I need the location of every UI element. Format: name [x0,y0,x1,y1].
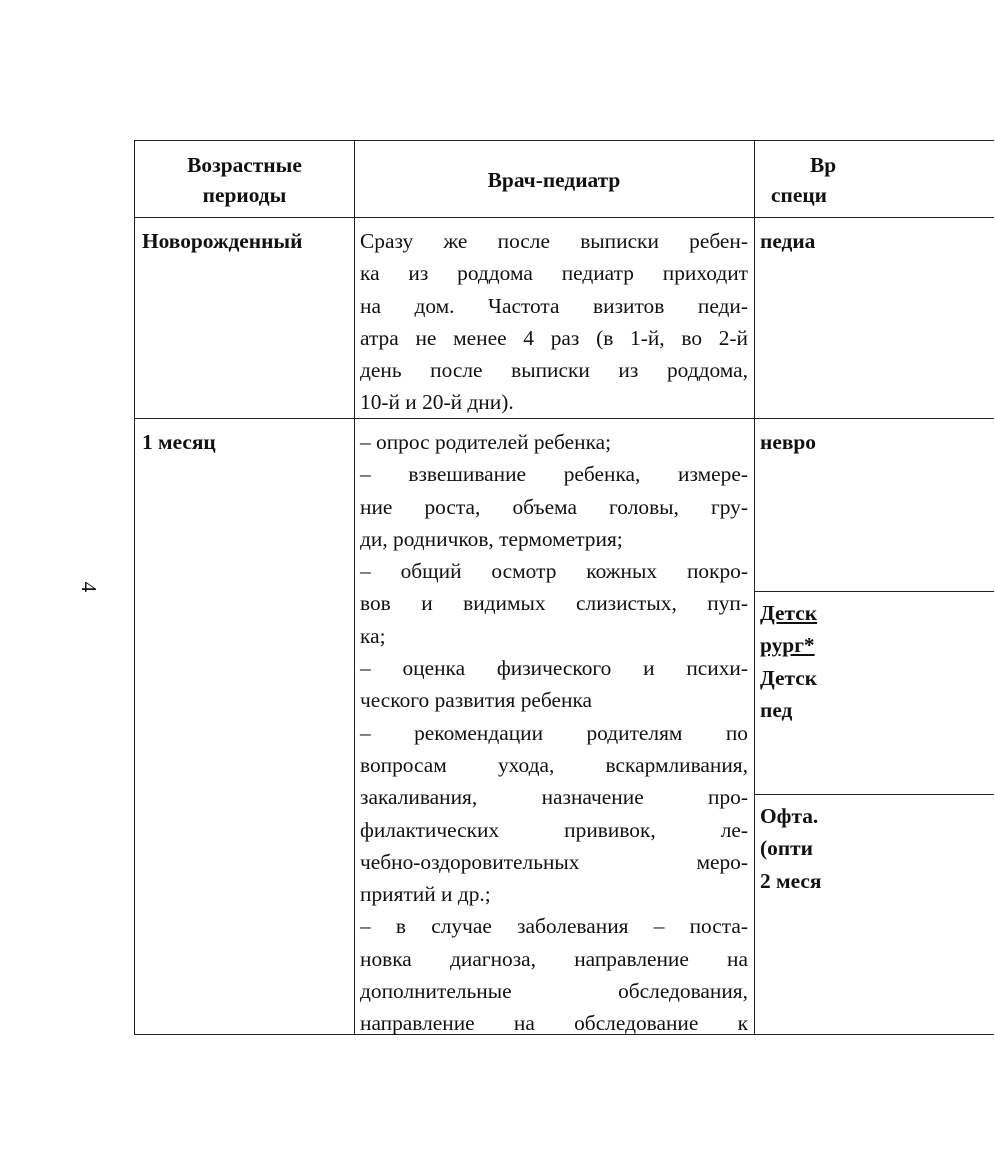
text-line: – взвешивание ребенка, измере- [360,462,748,487]
text-line: 10-й и 20-й дни). [360,390,514,415]
text-line: приятий и др.; [360,882,491,907]
page-number: 4 [77,581,101,593]
text-line: новка диагноза, направление на [360,946,748,971]
text-line: закаливания, назначение про- [360,785,748,810]
text-line: вопросам ухода, вскармливания, [360,752,748,777]
specialist-divider [754,794,994,795]
specialist-newborn: педиа [760,229,816,253]
text-line: на дом. Частота визитов педи- [360,293,748,318]
specialist-divider [754,591,994,592]
text-line: ние роста, объема головы, гру- [360,494,748,519]
header-pediatrician: Врач-педиатр [487,168,621,192]
specialist-line: пед [760,697,793,722]
text-line: атра не менее 4 раз (в 1-й, во 2-й [360,325,748,350]
specialist-line: 2 меся [760,868,822,893]
header-divider [135,217,994,218]
specialist-line: Офта. [760,804,819,828]
text-line: день после выписки из роддома, [360,358,748,383]
period-newborn: Новорожденный [142,229,303,253]
header-specialist [754,150,995,210]
specialist-line: Детск [760,601,818,625]
text-line: направление на обследование к [360,1011,748,1036]
text-line: – рекомендации родителям по [360,720,748,745]
header-line: Вр [810,153,837,177]
column-divider [754,141,755,1034]
text-line: вов и видимых слизистых, пуп- [360,591,748,616]
period-1-month: 1 месяц [142,430,216,454]
header-line: специ [771,183,827,207]
specialist-neurologist: невро [760,430,816,454]
text-line: ка; [360,623,386,648]
header-age-periods [135,150,354,210]
text-line: – опрос родителей ребенка; [360,430,612,454]
specialist-pediatric-surgeon [760,597,817,726]
specialist-line: Детск [760,665,818,690]
schedule-table [134,140,837,1036]
header-line: Возрастные [187,153,302,177]
text-line: чебно-оздоровительных меро- [360,849,748,874]
column-divider [354,141,355,1034]
header-line: периоды [202,183,287,207]
specialist-line: рург* [760,633,815,658]
specialist-ophthalmologist [760,800,821,897]
pediatrician-text-1-month [360,426,748,1040]
pediatrician-text-newborn [360,225,748,419]
text-line: дополнительные обследования, [360,979,748,1004]
text-line: – оценка физического и психи- [360,656,748,681]
specialist-line: (опти [760,836,813,861]
text-line: – в случае заболевания – поста- [360,914,748,939]
text-line: ди, родничков, термометрия; [360,526,623,551]
table-grid [134,140,994,1035]
text-line: ка из роддома педиатр приходит [360,261,748,286]
text-line: Сразу же после выписки ребен- [360,229,748,253]
text-line: филактических прививок, ле- [360,817,748,842]
text-line: – общий осмотр кожных покро- [360,559,748,584]
text-line: ческого развития ребенка [360,688,593,713]
